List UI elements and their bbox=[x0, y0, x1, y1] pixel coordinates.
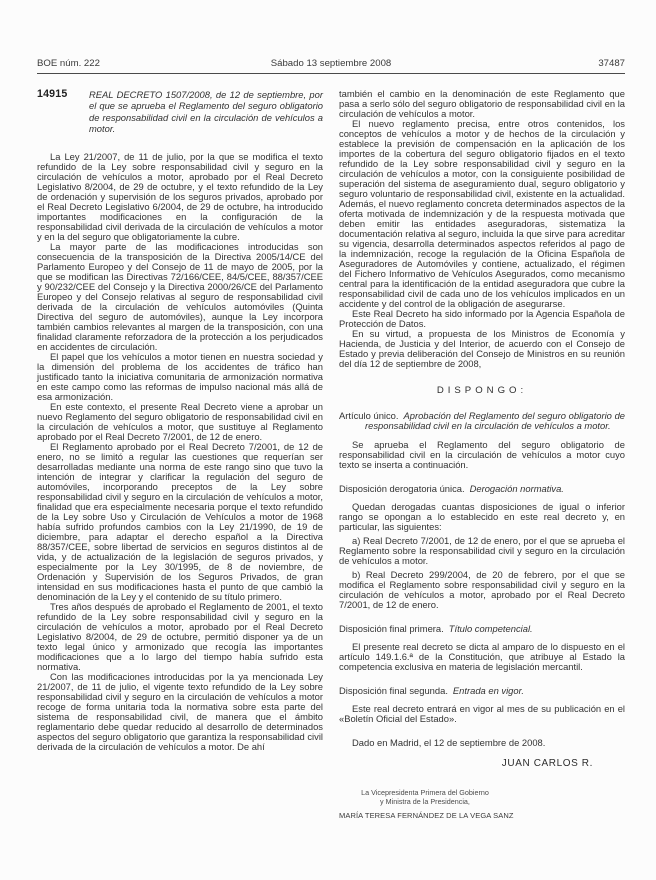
paragraph: En este contexto, el presente Real Decreto viene a aprobar un nuevo Reglamento del seguro obligatorio de responsabilidad civil en la circulación de vehículos a motor, que sustituye al Reglamento aprobado por el Real Decreto 7/2001, de 12 de enero. bbox=[37, 400, 323, 442]
articulo-title: Aprobación del Reglamento del seguro obligatorio de responsabilidad civil en la circulación de vehículos a motor. bbox=[365, 410, 626, 431]
paragraph: Quedan derogadas cuantas disposiciones de igual o inferior rango se opongan a lo establecido en este real decreto y, en particular, las siguientes: bbox=[339, 501, 625, 532]
disposicion-final-primera-heading bbox=[339, 624, 625, 634]
disposicion-label: Disposición final segunda. bbox=[339, 685, 448, 696]
disposicion-title: Derogación normativa. bbox=[469, 483, 564, 494]
disposicion-final-segunda-heading bbox=[339, 686, 625, 696]
document-body bbox=[37, 89, 625, 820]
disposicion-label: Disposición derogatoria única. bbox=[339, 483, 465, 494]
paragraph: El presente real decreto se dicta al amparo de lo dispuesto en el artículo 149.1.6.ª de la Constitución, que atribuye al Estado la competencia exclusiva en materia de legislación mercantil. bbox=[339, 641, 625, 672]
list-item-b: b) Real Decreto 299/2004, de 20 de febrero, por el que se modifica el Reglamento sobre responsabilidad civil y seguro en la circulación de vehículos a motor, aprobado por el Real Decreto 7/2001, de 12 de enero. bbox=[339, 569, 625, 610]
royal-signature: JUAN CARLOS R. bbox=[501, 758, 593, 769]
list-item-a: a) Real Decreto 7/2001, de 12 de enero, por el que se aprueba el Reglamento sobre la responsabilidad civil y seguro en la circulación de vehículos a motor. bbox=[339, 535, 625, 566]
header-page-number: 37487 bbox=[598, 58, 625, 69]
disposicion-derogatoria-heading bbox=[339, 484, 625, 494]
paragraph: El nuevo reglamento precisa, entre otros contenidos, los conceptos de vehículos a motor y de hechos de la circulación y establece la previsión de compensación en la aplicación de los importes de la cobertura del seguro obligatorio fijados en el texto refundido de la Ley sobre responsabilidad civil y seguro en la circulación de vehículos a motor, con la consiguiente posibilidad de superación del sistema de aseguramiento dual, seguro obligatorio y seguro voluntario de responsabilidad civil, existente en la actualidad. Además, el nuevo reglamento concreta determinados aspectos de la oferta motivada de indemnización y de la respuesta motivada que deben emitir las entidades aseguradoras, sistematiza la documentación relativa al seguro, incluida la que sirve para acreditar su vigencia, desarrolla determinados aspectos referidos al pago de la indemnización, recoge la regulación de la Oficina Española de Aseguradores de Automóviles y contiene, actualizado, el régimen del Fichero Informativo de Vehículos Asegurados, como mecanismo central para la identificación de la entidad aseguradora que cubre la responsabilidad civil de cada uno de los vehículos implicados en un accidente y del control de la obligación de asegurarse. bbox=[339, 118, 625, 309]
paragraph: también el cambio en la denominación de este Reglamento que pasa a serlo sólo del seguro obligatorio de responsabilidad civil en la circulación de vehículos a motor. bbox=[339, 88, 625, 119]
paragraph: Este Real Decreto ha sido informado por la Agencia Española de Protección de Datos. bbox=[339, 308, 625, 329]
decree-title-block bbox=[37, 89, 323, 135]
paragraph: Se aprueba el Reglamento del seguro obligatorio de responsabilidad civil en la circulación de vehículos a motor cuyo texto se inserta a continuación. bbox=[339, 439, 625, 470]
disposicion-title: Título competencial. bbox=[448, 623, 533, 634]
place-date-line: Dado en Madrid, el 12 de septiembre de 2008. bbox=[352, 737, 546, 748]
right-column bbox=[339, 89, 625, 820]
page-header bbox=[37, 58, 625, 74]
paragraph: En su virtud, a propuesta de los Ministros de Economía y Hacienda, de Justicia y del Interior, de acuerdo con el Consejo de Estado y previa deliberación del Consejo de Ministros en su reunión del día 12 de septiembre de 2008, bbox=[339, 328, 625, 369]
header-date: Sábado 13 septiembre 2008 bbox=[270, 58, 392, 69]
decree-item-number: 14915 bbox=[37, 88, 68, 100]
countersigner-role: y Ministra de la Presidencia, bbox=[380, 797, 470, 806]
countersignature-block bbox=[339, 788, 514, 820]
left-column bbox=[37, 89, 323, 820]
dispongo-heading: DISPONGO: bbox=[436, 385, 528, 396]
articulo-label: Artículo único. bbox=[339, 410, 399, 421]
disposicion-label: Disposición final primera. bbox=[339, 623, 444, 634]
paragraph: Tres años después de aprobado el Reglamento de 2001, el texto refundido de la Ley sobre responsabilidad civil y seguro en la circulación de vehículos a motor, aprobado por el Real Decreto Legislativo 8/2004, de 29 de octubre, permitió disponer ya de un texto legal único y armonizado que recogía las importantes modificaciones que a lo largo del tiempo había sufrido esta normativa. bbox=[37, 600, 323, 672]
paragraph: Con las modificaciones introducidas por la ya mencionada Ley 21/2007, de 11 de julio, el vigente texto refundido de la Ley sobre responsabilidad civil y seguro en la circulación de vehículos a motor recoge de forma unitaria toda la normativa sobre esta parte del sistema de responsabilidad civil, de manera que el ámbito reglamentario debe quedar reducido al desarrollo de determinados aspectos del seguro obligatorio que garantiza la responsabilidad civil derivada de la circulación de vehículos a motor. De ahí bbox=[37, 670, 323, 752]
paragraph: El papel que los vehículos a motor tienen en nuestra sociedad y la dimensión del problema de los accidentes de tráfico han justificado tanto la iniciativa comunitaria de armonización normativa en este campo como las reformas de impulso nacional más allá de esa armonización. bbox=[37, 350, 323, 402]
disposicion-title: Entrada en vigor. bbox=[452, 685, 524, 696]
paragraph: El Reglamento aprobado por el Real Decreto 7/2001, de 12 de enero, no se limitó a regular las cuestiones que requerían ser desarrolladas mediante una norma de este rango sino que tuvo la intención de integrar y clarificar la regulación del seguro de automóviles, incorporando preceptos de la Ley sobre responsabilidad civil y seguro en la circulación de vehículos a motor, finalidad que era especialmente necesaria porque el texto refundido de la Ley sobre Uso y Circulación de Vehículos a motor de 1968 había sufrido profundos cambios con la Ley 21/1990, de 19 de diciembre, para adaptar el derecho español a la Directiva 88/357/CEE, sobre libertad de servicios en seguros distintos al de vida, y de actualización de la legislación de seguros privados, y especialmente por la Ley 30/1995, de 8 de noviembre, de Ordenación y Supervisión de los Seguros Privados, de gran intensidad en sus modificaciones hasta el punto de que cambió la denominación de la Ley y el contenido de su título primero. bbox=[37, 440, 323, 602]
countersigner-name: MARÍA TERESA FERNÁNDEZ DE LA VEGA SANZ bbox=[339, 811, 514, 820]
countersigner-role: La Vicepresidenta Primera del Gobierno bbox=[361, 788, 489, 797]
header-divider bbox=[37, 73, 625, 74]
header-issue-number: BOE núm. 222 bbox=[37, 58, 100, 69]
articulo-unico-heading bbox=[339, 411, 625, 431]
paragraph: Este real decreto entrará en vigor al mes de su publicación en el «Boletín Oficial del Estado». bbox=[339, 703, 625, 724]
paragraph: La Ley 21/2007, de 11 de julio, por la que se modifica el texto refundido de la Ley sobre responsabilidad civil y seguro en la circulación de vehículos a motor, aprobado por el Real Decreto Legislativo 8/2004, de 29 de octubre, y el texto refundido de la Ley de ordenación y supervisión de los seguros privados, aprobado por el Real Decreto Legislativo 6/2004, de 29 de octubre, ha introducido importantes modificaciones en la configuración de la responsabilidad civil derivada de la circulación de vehículos a motor y en la del seguro que obligatoriamente la cubre. bbox=[37, 150, 323, 242]
decree-title: REAL DECRETO 1507/2008, de 12 de septiembre, por el que se aprueba el Reglamento del seguro obligatorio de responsabilidad civil en la circulación de vehículos a motor. bbox=[89, 89, 323, 135]
paragraph: La mayor parte de las modificaciones introducidas son consecuencia de la transposición de la Directiva 2005/14/CE del Parlamento Europeo y del Consejo de 11 de mayo de 2005, por la que se modifican las Directivas 72/166/CEE, 84/5/CEE, 88/357/CEE y 90/232/CEE del Consejo y la Directiva 2000/26/CE del Parlamento Europeo y del Consejo relativas al seguro de responsabilidad civil derivada de la circulación de vehículos automóviles (Quinta Directiva del seguro de automóviles), aunque la Ley incorpora también cambios relevantes al margen de la transposición, con una finalidad claramente reforzadora de la protección a los perjudicados en accidentes de circulación. bbox=[37, 240, 323, 352]
